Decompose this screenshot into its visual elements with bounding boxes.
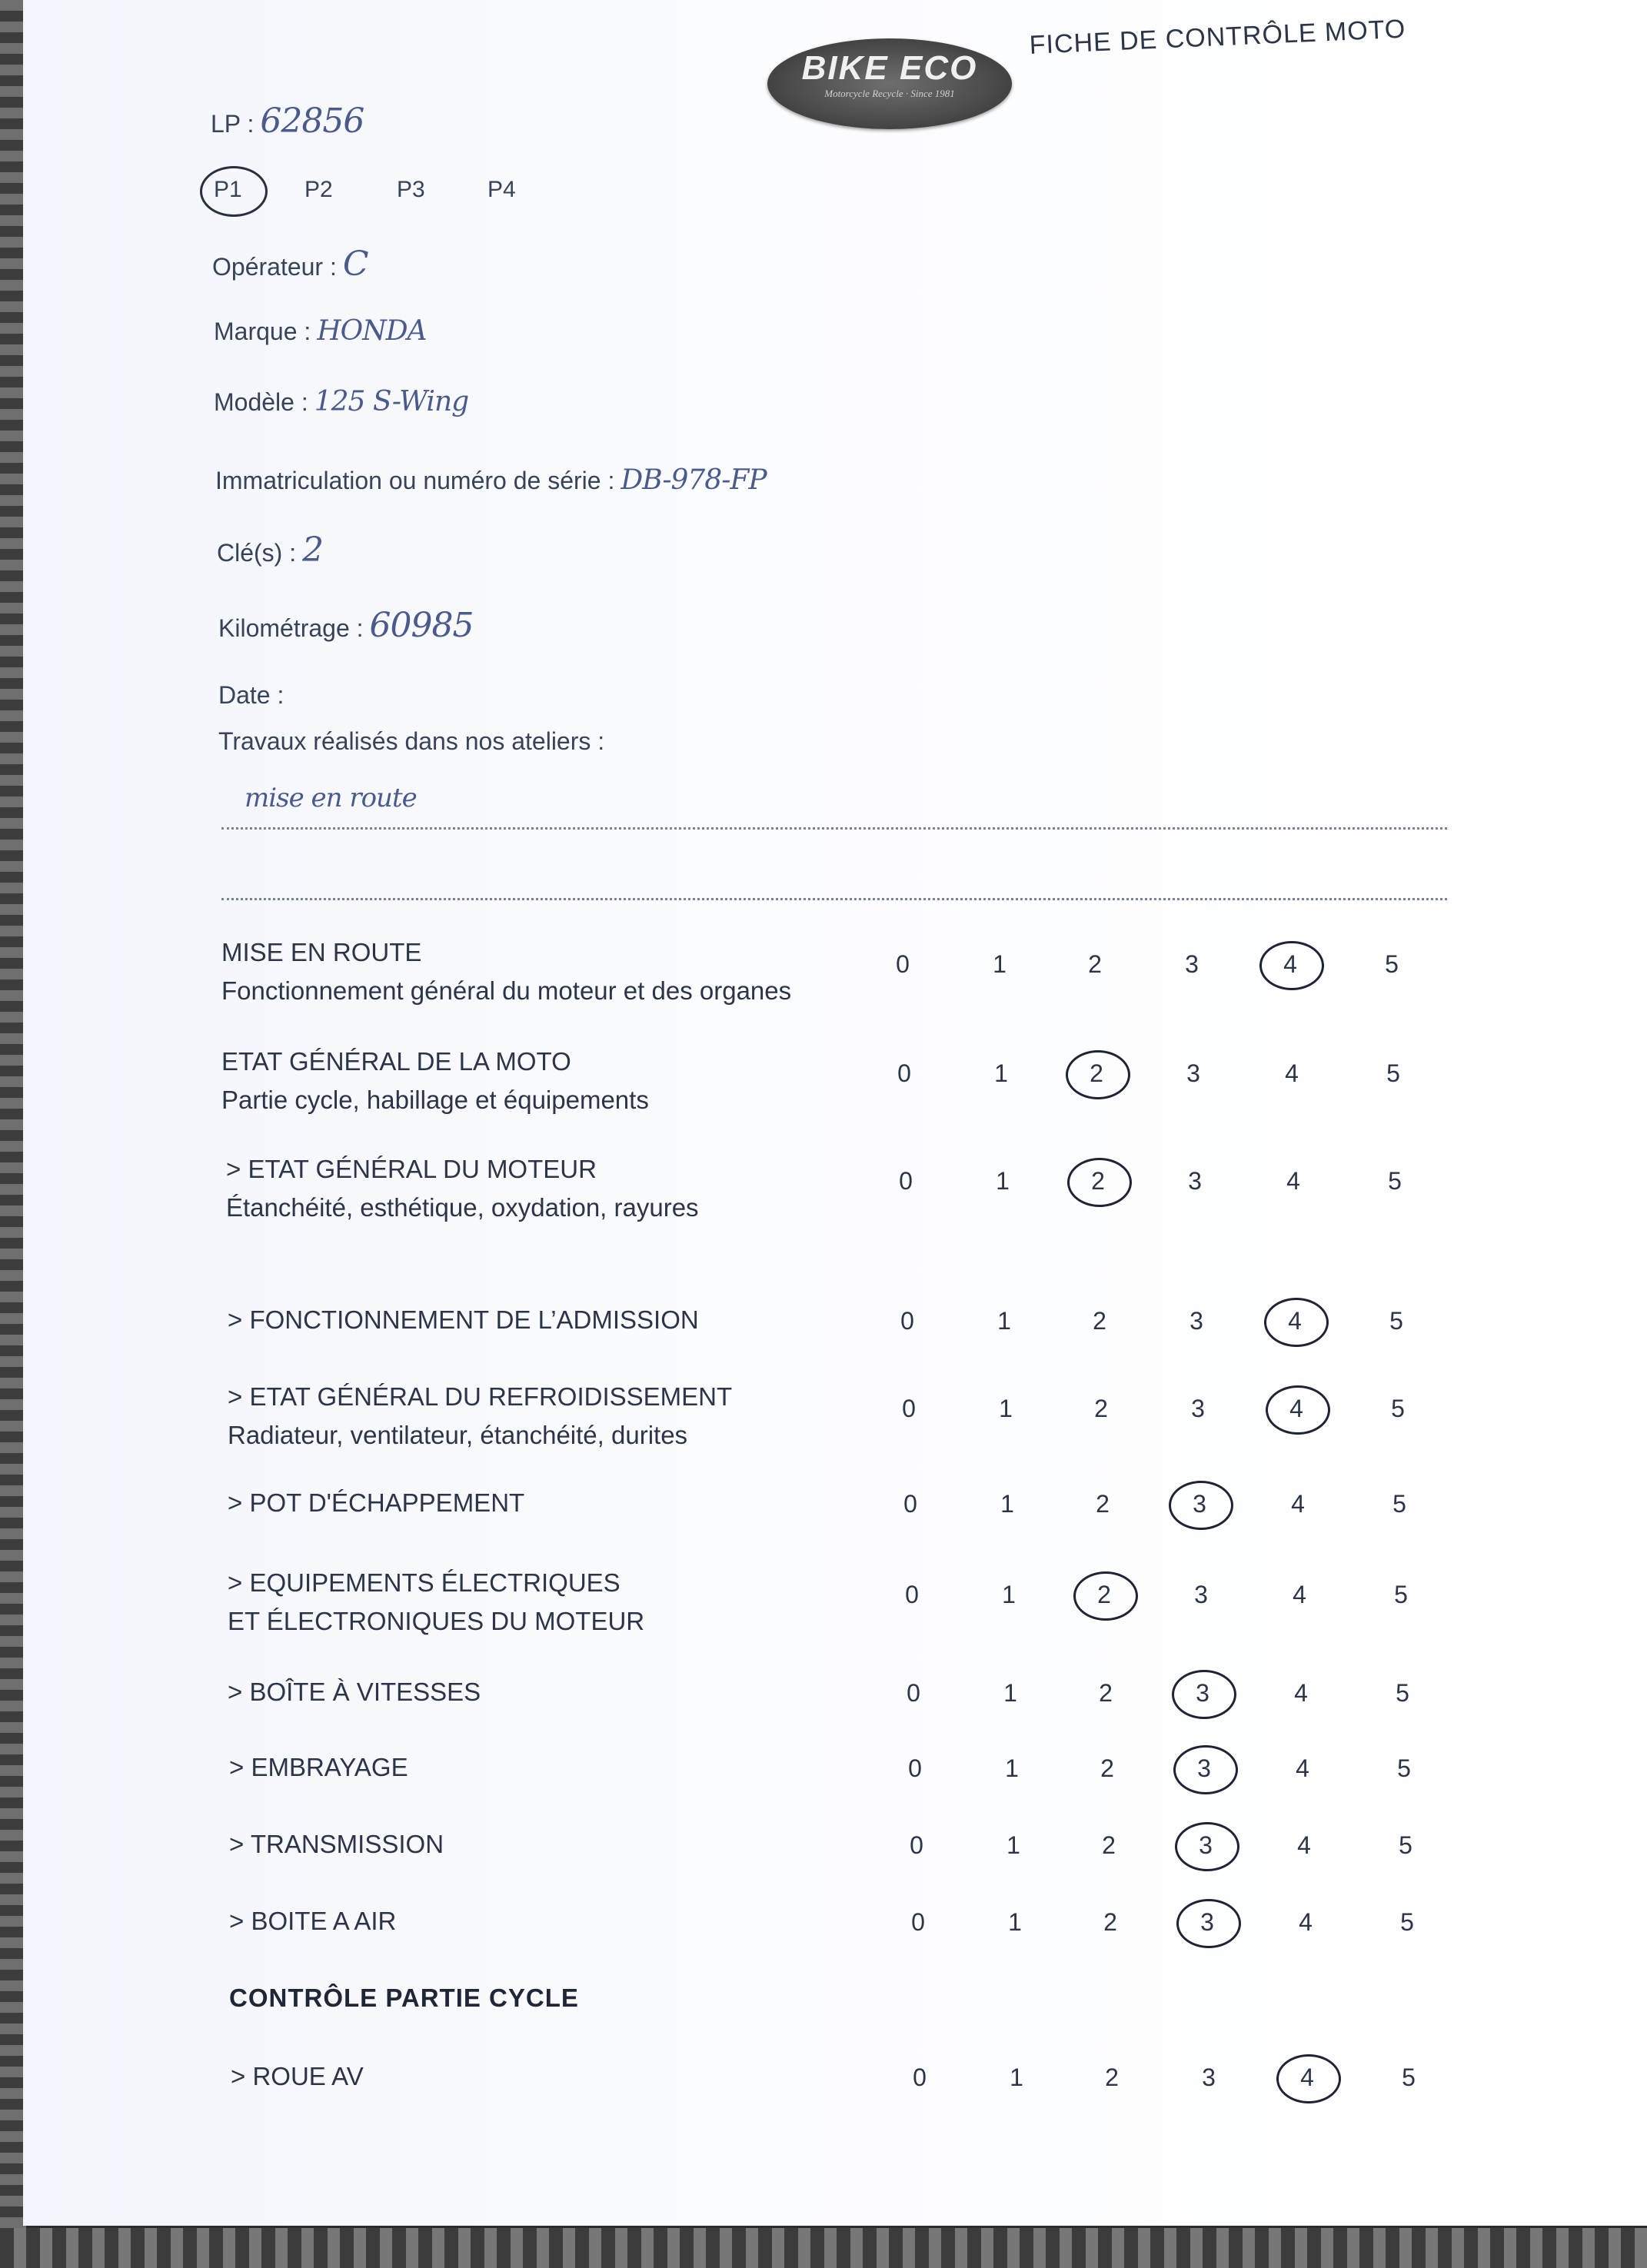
rating-row-title: > EMBRAYAGE <box>229 1753 408 1781</box>
rating-score[interactable]: 1 <box>1010 2063 1023 2091</box>
rating-score[interactable]: 4 <box>1285 1059 1299 1087</box>
rating-row-title: > BOÎTE À VITESSES <box>228 1678 481 1706</box>
rating-score-selected[interactable]: 4 <box>1279 1307 1310 1335</box>
rating-row-label <box>221 933 791 1010</box>
rating-score[interactable]: 3 <box>1188 1167 1202 1195</box>
rating-row-label <box>221 1043 649 1119</box>
immatriculation-value: DB-978-FP <box>621 464 767 496</box>
rating-score[interactable]: 2 <box>1093 1307 1106 1335</box>
rating-score[interactable]: 5 <box>1391 1395 1405 1422</box>
rating-score-selected[interactable]: 2 <box>1083 1167 1113 1196</box>
rating-score-selected[interactable]: 3 <box>1192 1908 1223 1937</box>
immatriculation-label: Immatriculation ou numéro de série : <box>215 467 615 494</box>
kilometrage-label: Kilométrage : <box>218 614 364 642</box>
rating-score-selected[interactable]: 3 <box>1189 1754 1219 1783</box>
rating-row-title: > FONCTIONNEMENT DE L’ADMISSION <box>228 1305 699 1334</box>
kilometrage-value: 60985 <box>369 606 474 645</box>
rating-score[interactable]: 2 <box>1105 2063 1119 2091</box>
rating-score-selected[interactable]: 2 <box>1081 1059 1112 1088</box>
rating-score[interactable]: 0 <box>907 1679 920 1707</box>
rating-row-label <box>228 1564 644 1641</box>
rating-score[interactable]: 3 <box>1190 1307 1203 1335</box>
rating-score[interactable]: 0 <box>896 950 910 978</box>
p-option-p3: P3 <box>397 177 425 202</box>
operateur-label: Opérateur : <box>212 253 337 281</box>
rating-score[interactable]: 0 <box>908 1754 922 1782</box>
rating-score[interactable]: 1 <box>1005 1754 1019 1782</box>
rating-score[interactable]: 5 <box>1400 1908 1414 1936</box>
rating-score[interactable]: 0 <box>910 1831 923 1859</box>
cles-field <box>217 530 323 570</box>
rating-row-subtitle: Radiateur, ventilateur, étanchéité, durites <box>228 1421 688 1449</box>
rating-score[interactable]: 1 <box>1002 1581 1016 1608</box>
rating-score[interactable]: 5 <box>1394 1581 1408 1608</box>
modele-field <box>214 386 468 417</box>
rating-score[interactable]: 5 <box>1388 1167 1402 1195</box>
marque-field <box>214 315 427 347</box>
travaux-label: Travaux réalisés dans nos ateliers : <box>218 727 605 755</box>
rating-score-selected[interactable]: 4 <box>1292 2063 1323 2092</box>
rating-score[interactable]: 5 <box>1392 1490 1406 1518</box>
logo-text: BIKE ECO <box>801 49 978 87</box>
dotted-line-1 <box>221 827 1447 830</box>
p1-selected-circle <box>200 166 268 217</box>
rating-score[interactable]: 5 <box>1402 2063 1416 2091</box>
rating-score-selected[interactable]: 3 <box>1187 1679 1218 1708</box>
lp-label: LP : <box>211 110 255 138</box>
rating-score[interactable]: 0 <box>900 1307 914 1335</box>
travaux-field <box>218 727 604 756</box>
rating-score[interactable]: 0 <box>913 2063 927 2091</box>
rating-score-selected[interactable]: 3 <box>1184 1490 1215 1518</box>
rating-score[interactable]: 1 <box>994 1059 1008 1087</box>
rating-row-subtitle: Fonctionnement général du moteur et des organes <box>221 976 792 1005</box>
rating-row-title: > ETAT GÉNÉRAL DU REFROIDISSEMENT <box>228 1382 733 1411</box>
rating-row-label <box>228 1484 524 1522</box>
rating-score-selected[interactable]: 4 <box>1281 1395 1312 1423</box>
rating-row-title: > ROUE AV <box>231 2062 364 2090</box>
rating-row-subtitle: ET ÉLECTRONIQUES DU MOTEUR <box>228 1607 645 1635</box>
rating-row-label <box>229 1902 396 1940</box>
rating-score[interactable]: 4 <box>1291 1490 1305 1518</box>
rating-row-label <box>228 1378 732 1455</box>
rating-score[interactable]: 0 <box>899 1167 913 1195</box>
cles-label: Clé(s) : <box>217 539 297 567</box>
lp-value: 62856 <box>260 101 364 141</box>
rating-score[interactable]: 2 <box>1100 1754 1114 1782</box>
rating-row-title: > BOITE A AIR <box>229 1907 397 1935</box>
p-option-p2: P2 <box>304 177 333 202</box>
rating-score[interactable]: 1 <box>1007 1831 1020 1859</box>
rating-score[interactable]: 3 <box>1186 1059 1200 1087</box>
dotted-line-2 <box>221 898 1447 900</box>
rating-score[interactable]: 2 <box>1096 1490 1110 1518</box>
rating-score[interactable]: 2 <box>1103 1908 1117 1936</box>
binder-strip-bottom <box>0 2228 1647 2268</box>
rating-score[interactable]: 3 <box>1191 1395 1205 1422</box>
rating-score[interactable]: 5 <box>1389 1307 1403 1335</box>
rating-score[interactable]: 3 <box>1194 1581 1208 1608</box>
rating-score[interactable]: 3 <box>1202 2063 1216 2091</box>
marque-label: Marque : <box>214 318 311 345</box>
rating-score[interactable]: 4 <box>1286 1167 1300 1195</box>
rating-score[interactable]: 5 <box>1397 1754 1411 1782</box>
rating-row-title: > ETAT GÉNÉRAL DU MOTEUR <box>226 1155 597 1183</box>
rating-score[interactable]: 5 <box>1385 950 1399 978</box>
rating-score[interactable]: 1 <box>999 1395 1013 1422</box>
marque-value: HONDA <box>317 315 427 347</box>
rating-score[interactable]: 3 <box>1185 950 1199 978</box>
rating-score[interactable]: 5 <box>1399 1831 1412 1859</box>
binder-strip-left <box>0 0 26 2268</box>
rating-score[interactable]: 0 <box>911 1908 925 1936</box>
rating-row-title: MISE EN ROUTE <box>221 938 422 966</box>
rating-row-title: ETAT GÉNÉRAL DE LA MOTO <box>221 1047 571 1076</box>
rating-score[interactable]: 4 <box>1296 1754 1309 1782</box>
p-option-p4: P4 <box>487 177 516 202</box>
rating-score-selected[interactable]: 4 <box>1275 950 1306 979</box>
lp-field <box>211 101 364 141</box>
logo-subtext: Motorcycle Recycle · Since 1981 <box>824 88 955 99</box>
operateur-value: C <box>342 244 368 284</box>
rating-score[interactable]: 2 <box>1094 1395 1108 1422</box>
rating-score[interactable]: 2 <box>1099 1679 1113 1707</box>
rating-score[interactable]: 5 <box>1386 1059 1400 1087</box>
rating-score-selected[interactable]: 3 <box>1190 1831 1221 1860</box>
rating-score[interactable]: 4 <box>1299 1908 1313 1936</box>
rating-score[interactable]: 1 <box>1003 1679 1017 1707</box>
operateur-field <box>212 244 368 284</box>
section-controle-partie-cycle: CONTRÔLE PARTIE CYCLE <box>229 1984 579 2012</box>
rating-row-label <box>229 1825 444 1864</box>
travaux-value: mise en route <box>245 783 417 813</box>
rating-score[interactable]: 1 <box>996 1167 1010 1195</box>
modele-label: Modèle : <box>214 388 308 416</box>
immatriculation-field <box>215 464 767 496</box>
rating-score[interactable]: 2 <box>1102 1831 1116 1859</box>
rating-score[interactable]: 1 <box>1000 1490 1014 1518</box>
date-label: Date : <box>218 681 284 709</box>
rating-row-title: > TRANSMISSION <box>229 1830 444 1858</box>
rating-row-label <box>228 1673 481 1711</box>
rating-score[interactable]: 1 <box>993 950 1007 978</box>
rating-row-label <box>226 1150 699 1227</box>
rating-score[interactable]: 1 <box>997 1307 1011 1335</box>
rating-score[interactable]: 0 <box>905 1581 919 1608</box>
rating-score[interactable]: 0 <box>897 1059 911 1087</box>
rating-row-label <box>229 1748 408 1787</box>
rating-score[interactable]: 4 <box>1293 1581 1306 1608</box>
p-option-p1: P1 <box>214 177 242 203</box>
rating-row-subtitle: Étanchéité, esthétique, oxydation, rayures <box>226 1193 699 1222</box>
rating-row-subtitle: Partie cycle, habillage et équipements <box>221 1086 649 1114</box>
rating-score-selected[interactable]: 2 <box>1089 1581 1120 1609</box>
rating-score[interactable]: 0 <box>902 1395 916 1422</box>
kilometrage-field <box>218 606 474 645</box>
rating-score[interactable]: 1 <box>1008 1908 1022 1936</box>
bike-eco-logo <box>767 38 1012 129</box>
document-title: FICHE DE CONTRÔLE MOTO <box>1029 14 1407 60</box>
rating-score[interactable]: 4 <box>1297 1831 1311 1859</box>
rating-score[interactable]: 0 <box>903 1490 917 1518</box>
rating-row-title: > POT D'ÉCHAPPEMENT <box>228 1488 525 1517</box>
rating-row-label <box>228 1301 699 1339</box>
inspection-sheet <box>23 0 1647 2226</box>
rating-score[interactable]: 5 <box>1396 1679 1409 1707</box>
date-field <box>218 681 284 710</box>
rating-score[interactable]: 4 <box>1294 1679 1308 1707</box>
travaux-value-line <box>238 783 417 813</box>
rating-row-title: > EQUIPEMENTS ÉLECTRIQUES <box>228 1568 621 1597</box>
modele-value: 125 S-Wing <box>314 386 469 417</box>
rating-row-label <box>231 2057 364 2096</box>
rating-score[interactable]: 2 <box>1088 950 1102 978</box>
cles-value: 2 <box>302 530 324 570</box>
